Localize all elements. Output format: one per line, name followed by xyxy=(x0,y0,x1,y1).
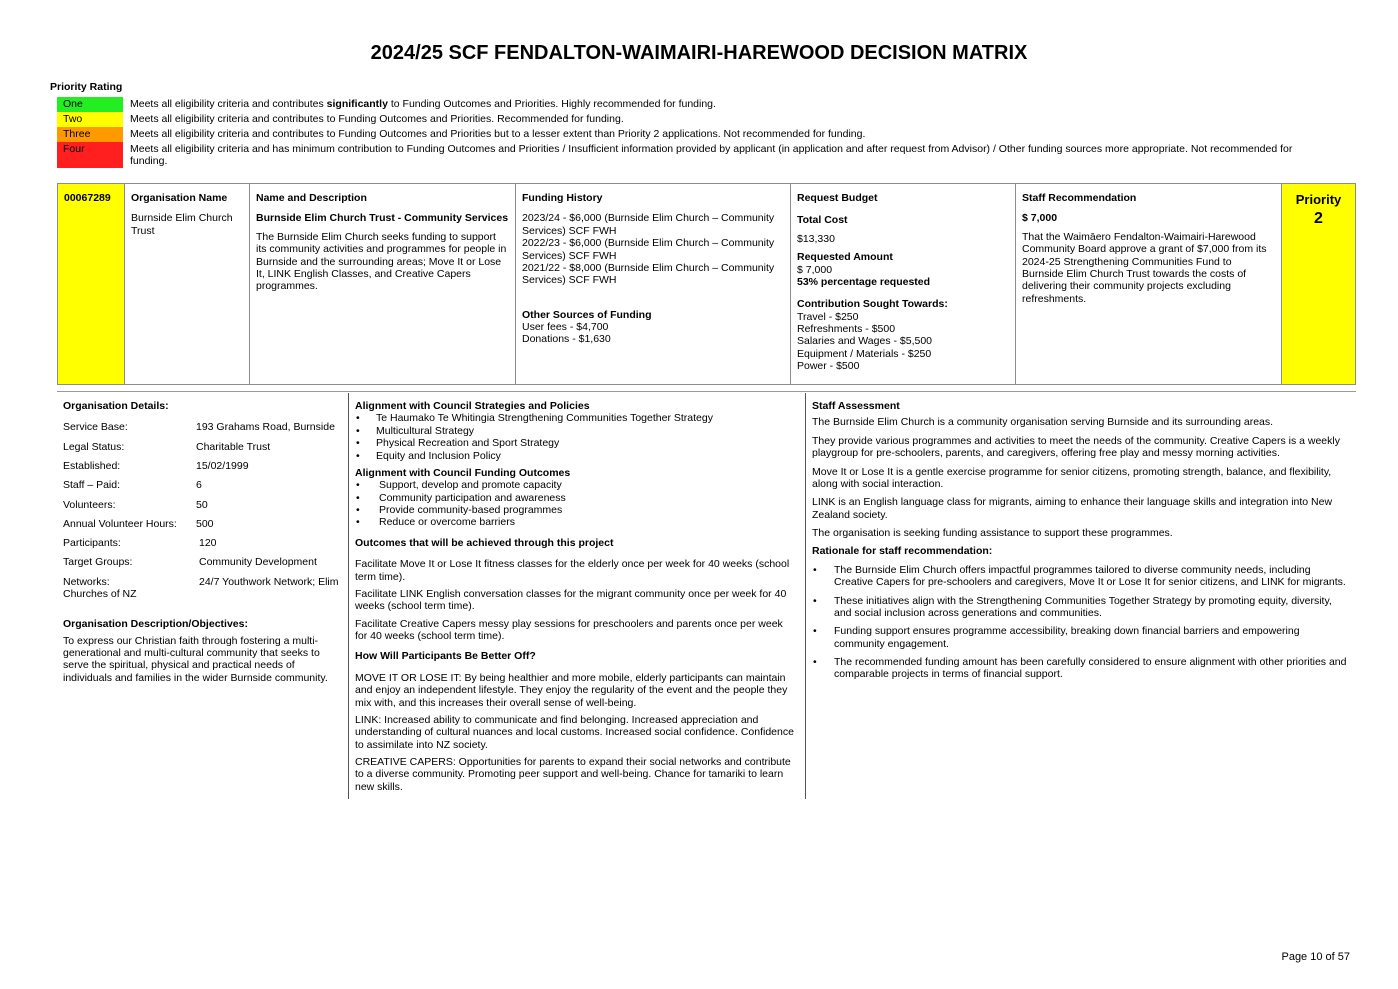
requested-percentage: 53% percentage requested xyxy=(797,275,931,288)
assessment-paragraph: The organisation is seeking funding assistance to support these programmes. xyxy=(812,527,1173,539)
better-off-heading: How Will Participants Be Better Off? xyxy=(355,650,536,663)
priority-swatch-three: Three xyxy=(57,127,123,142)
organisation-details xyxy=(63,400,341,684)
list-item: • Equity and Inclusion Policy xyxy=(355,450,797,462)
strategies-heading: Alignment with Council Strategies and Policies xyxy=(355,400,590,412)
org-name: Burnside Elim Church Trust xyxy=(131,212,233,237)
assessment-paragraph: LINK is an English language class for migrants, aiming to enhance their language skills and integration into New Zealand society. xyxy=(812,496,1333,521)
detail-row-networks: Networks: 24/7 Youthwork Network; Elim xyxy=(63,575,339,588)
contribution-item: Power - $500 xyxy=(797,360,860,373)
priority-legend-two xyxy=(57,112,1317,127)
priority-header: Priority xyxy=(1295,192,1342,207)
matrix-description-cell xyxy=(250,184,516,384)
column-divider xyxy=(348,393,349,799)
better-off-item: MOVE IT OR LOSE IT: By being healthier and more mobile, elderly participants can maintain and enjoy an independent lifestyle. They enjoy the regularity of the event and the people they mix with, and this increases their overall sense of well-being. xyxy=(355,671,788,709)
funding-history-item: 2021/22 - $8,000 (Burnside Elim Church – Community Services) SCF FWH xyxy=(522,261,775,287)
rationale-heading: Rationale for staff recommendation: xyxy=(812,545,993,558)
strategies-list xyxy=(355,412,797,462)
column-divider xyxy=(805,393,806,799)
application-id: 00067289 xyxy=(64,192,111,204)
org-name-header: Organisation Name xyxy=(131,192,228,204)
list-item: • Physical Recreation and Sport Strategy xyxy=(355,437,797,449)
contribution-item: Salaries and Wages - $5,500 xyxy=(797,335,933,348)
page-number: Page 10 of 57 xyxy=(1281,951,1350,963)
list-item: • These initiatives align with the Strengthening Communities Together Strategy by promoting equity, diversity, and social inclusion across generations and communities. xyxy=(812,595,1352,620)
matrix-id-cell xyxy=(58,184,125,384)
list-item: • Provide community-based programmes xyxy=(355,504,797,516)
priority-desc-one: Meets all eligibility criteria and contributes significantly to Funding Outcomes and Priorities. Highly recommended for funding. xyxy=(130,98,716,110)
alignment-section xyxy=(355,400,797,793)
priority-swatch-four: Four xyxy=(57,142,123,168)
assessment-paragraph: They provide various programmes and activities to meet the needs of the community. Creative Capers is a weekly playgroup for pre-schoolers, parents, and caregivers, offering free play and messy morning activities. xyxy=(812,434,1340,460)
decision-matrix-table xyxy=(57,183,1356,385)
priority-desc-four: Meets all eligibility criteria and has minimum contribution to Funding Outcomes and Priorities / Insufficient information provided by applicant (in application and after request from Advisor) / Other funding sources more appropriate. Not recommended for funding. xyxy=(130,143,1293,168)
detail-row: Staff – Paid: 6 xyxy=(63,479,202,492)
funding-history-item: 2023/24 - $6,000 (Burnside Elim Church – Community Services) SCF FWH xyxy=(522,212,775,237)
staff-recommendation-amount: $ 7,000 xyxy=(1022,212,1058,225)
assessment-paragraph: Move It or Lose It is a gentle exercise programme for senior citizens, promoting strength, balance, and flexibility, along with social interaction. xyxy=(812,465,1332,490)
detail-row: Annual Volunteer Hours: 500 xyxy=(63,517,214,530)
contribution-label: Contribution Sought Towards: xyxy=(797,298,948,311)
rationale-list xyxy=(812,564,1352,681)
total-cost-label: Total Cost xyxy=(797,214,848,227)
project-description: The Burnside Elim Church seeks funding to support its community activities and programmes for people in Burnside and the surrounding areas; Move It or Lose It, LINK English Classes, and Creative Capers programmes. xyxy=(256,230,507,293)
detail-row: Target Groups: Community Development xyxy=(63,556,317,569)
list-item: • Support, develop and promote capacity xyxy=(355,479,797,491)
detail-row: Legal Status: Charitable Trust xyxy=(63,440,271,453)
list-item: • Reduce or overcome barriers xyxy=(355,516,797,528)
objectives-text: To express our Christian faith through fostering a multi-generational and multi-cultural community that seeks to serve the spiritual, physical and practical needs of individuals and families in the wider Burnside community. xyxy=(63,634,328,684)
contribution-item: Refreshments - $500 xyxy=(797,323,896,335)
funding-history-header: Funding History xyxy=(522,192,603,204)
better-off-item: CREATIVE CAPERS: Opportunities for parents to expand their social networks and contribute to a diverse community. Promoting peer support and well-being. Chance for tamariki to learn new skills. xyxy=(355,756,791,793)
other-funding-item: User fees - $4,700 xyxy=(522,321,609,333)
outcomes-list xyxy=(355,479,797,529)
project-outcome: Facilitate Move It or Lose It fitness classes for the elderly once per week for 40 weeks (school term time). xyxy=(355,558,790,583)
priority-value: 2 xyxy=(1314,210,1323,228)
requested-amount-value: $ 7,000 xyxy=(797,263,833,276)
project-outcome: Facilitate Creative Capers messy play sessions for preschoolers and parents once per week for 40 weeks (school term time). xyxy=(355,617,783,642)
other-funding-item: Donations - $1,630 xyxy=(522,333,611,346)
priority-swatch-two: Two xyxy=(57,112,123,127)
priority-rating-heading: Priority Rating xyxy=(50,81,123,93)
list-item: • The Burnside Elim Church offers impactful programmes tailored to diverse community needs, including Creative Capers for pre-schoolers and caregivers, Move It or Lose It for senior citizens, and LINK for migrants. xyxy=(812,564,1352,589)
outcomes-heading: Alignment with Council Funding Outcomes xyxy=(355,466,571,479)
matrix-budget-cell xyxy=(791,184,1016,384)
priority-desc-two: Meets all eligibility criteria and contributes to Funding Outcomes and Priorities. Recommended for funding. xyxy=(130,113,624,125)
request-budget-header: Request Budget xyxy=(797,192,878,204)
matrix-staff-recommendation-cell xyxy=(1016,184,1282,384)
list-item: • Funding support ensures programme accessibility, breaking down financial barriers and empowering community engagement. xyxy=(812,625,1352,650)
matrix-funding-cell xyxy=(516,184,791,384)
detail-row: Service Base: 193 Grahams Road, Burnside xyxy=(63,421,335,434)
staff-assessment-heading: Staff Assessment xyxy=(812,400,900,412)
better-off-item: LINK: Increased ability to communicate and find belonging. Increased appreciation and understanding of cultural nuances and local customs. Increased social confidence. Confidence to assimilate into NZ society. xyxy=(355,713,794,751)
description-header: Name and Description xyxy=(256,192,367,204)
list-item: • The recommended funding amount has been carefully considered to ensure alignment with other priorities and comparable projects in terms of financial support. xyxy=(812,656,1352,681)
page-title: 2024/25 SCF FENDALTON-WAIMAIRI-HAREWOOD DECISION MATRIX xyxy=(370,42,1028,64)
matrix-priority-cell xyxy=(1282,184,1355,384)
staff-recommendation-header: Staff Recommendation xyxy=(1022,192,1137,204)
total-cost-value: $13,330 xyxy=(797,232,835,245)
priority-desc-three: Meets all eligibility criteria and contributes to Funding Outcomes and Priorities but to a lesser extent than Priority 2 applications. Not recommended for funding. xyxy=(130,128,866,140)
matrix-org-cell xyxy=(125,184,250,384)
priority-legend-one xyxy=(57,97,1317,112)
project-outcome: Facilitate LINK English conversation classes for the migrant community once per week for 40 weeks (school term time). xyxy=(355,587,787,613)
detail-row: Established: 15/02/1999 xyxy=(63,459,249,472)
project-title: Burnside Elim Church Trust - Community Services xyxy=(256,212,509,225)
staff-recommendation-text: That the Waimāero Fendalton-Waimairi-Harewood Community Board approve a grant of $7,000 from its 2024-25 Strengthening Communities Fund to Burnside Elim Church Trust towards the costs of delivering their community projects excluding refreshments. xyxy=(1022,230,1267,305)
org-details-heading: Organisation Details: xyxy=(63,400,169,412)
detail-row: Volunteers: 50 xyxy=(63,498,208,511)
other-funding-header: Other Sources of Funding xyxy=(522,308,652,321)
priority-legend-three xyxy=(57,127,1317,142)
detail-row: Participants: 120 xyxy=(63,537,217,550)
contribution-item: Travel - $250 xyxy=(797,310,859,323)
project-outcomes-heading: Outcomes that will be achieved through this project xyxy=(355,536,614,549)
objectives-heading: Organisation Description/Objectives: xyxy=(63,618,248,631)
staff-assessment xyxy=(812,400,1352,681)
priority-swatch-one: One xyxy=(57,97,123,112)
priority-legend-four xyxy=(57,142,1317,168)
requested-amount-label: Requested Amount xyxy=(797,251,893,264)
contribution-item: Equipment / Materials - $250 xyxy=(797,347,932,360)
list-item: • Multicultural Strategy xyxy=(355,425,797,437)
assessment-paragraph: The Burnside Elim Church is a community organisation serving Burnside and its surrounding areas. xyxy=(812,416,1274,429)
section-divider xyxy=(57,391,1356,392)
networks-continued: Churches of NZ xyxy=(63,587,137,600)
list-item: • Community participation and awareness xyxy=(355,492,797,504)
list-item: • Te Haumako Te Whitingia Strengthening Communities Together Strategy xyxy=(355,412,797,424)
funding-history-item: 2022/23 - $6,000 (Burnside Elim Church – Community Services) SCF FWH xyxy=(522,237,775,262)
